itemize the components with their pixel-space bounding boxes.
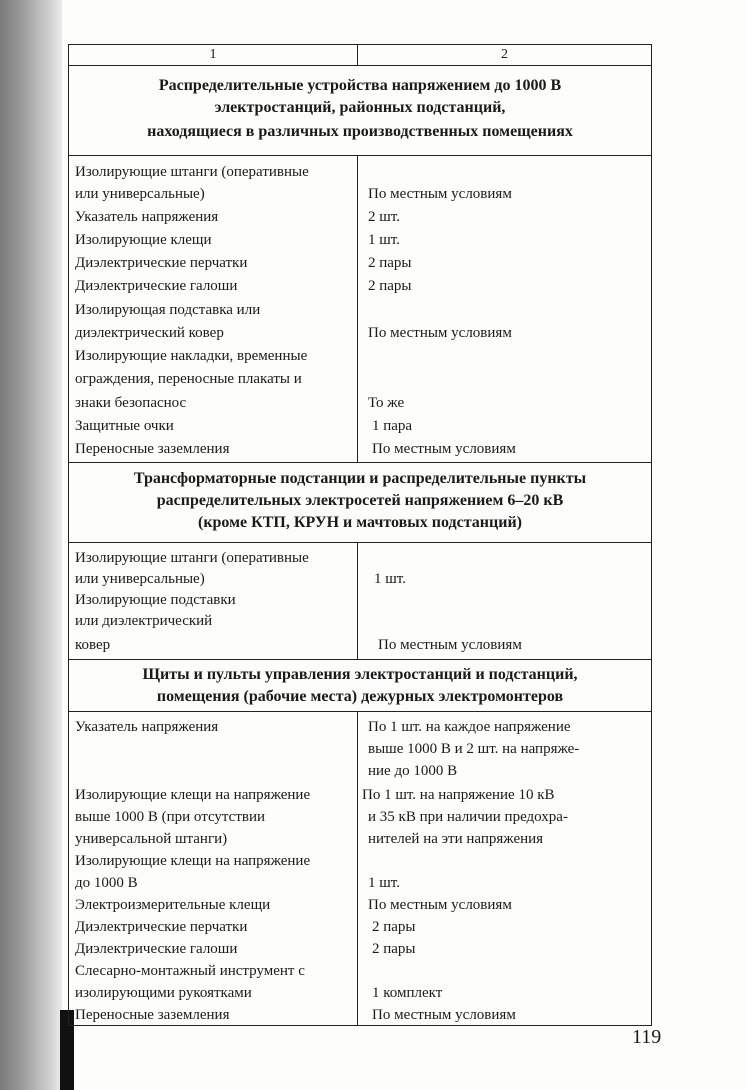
section-title-line: Трансформаторные подстанции и распределительные пункты [133, 470, 587, 487]
section-title-line: Щиты и пульты управления электростанций и подстанций, [142, 666, 578, 683]
equipment-line: или диэлектрический [75, 613, 213, 629]
equipment-line: Указатель напряжения [75, 209, 219, 225]
table-header-row [69, 45, 651, 66]
page-number: 119 [632, 1026, 662, 1048]
equipment-column [69, 156, 358, 462]
section-title-control-panels [69, 660, 651, 712]
quantity-line: 1 комплект [372, 985, 443, 1001]
quantity-line: 2 пары [368, 278, 412, 294]
column-header-1: 1 [69, 45, 358, 65]
quantity-line: То же [368, 395, 405, 411]
column-header-2: 2 [501, 47, 508, 62]
equipment-line: изолирующими рукоятками [75, 985, 252, 1001]
equipment-line: Изолирующие штанги (оперативные [75, 550, 309, 566]
equipment-line: до 1000 В [75, 875, 138, 891]
equipment-line: или универсальные) [75, 571, 205, 587]
quantity-line: 1 шт. [374, 571, 406, 587]
equipment-column [69, 543, 358, 659]
section-body-transformer-substations [69, 543, 651, 660]
quantity-line: 2 пары [372, 919, 416, 935]
equipment-line: выше 1000 В (при отсутствии [75, 809, 266, 825]
quantity-line: 1 пара [372, 418, 413, 434]
equipment-line: Диэлектрические галоши [75, 941, 238, 957]
equipment-column [69, 712, 358, 1025]
equipment-line: Диэлектрические галоши [75, 278, 238, 294]
equipment-line: Электроизмерительные клещи [75, 897, 271, 913]
section-title-line: распределительных электросетей напряжением 6–20 кВ [156, 492, 564, 509]
quantity-line: По местным условиям [378, 637, 522, 653]
quantity-line: По 1 шт. на напряжение 10 кВ [362, 787, 555, 803]
quantity-line: нителей на эти напряжения [368, 831, 544, 847]
equipment-line: Диэлектрические перчатки [75, 255, 248, 271]
equipment-line: универсальной штанги) [75, 831, 228, 847]
section-title-line: помещения (рабочие места) дежурных электромонтеров [156, 688, 564, 705]
section-title-line: Распределительные устройства напряжением до 1000 В [158, 77, 562, 94]
quantity-column [358, 543, 651, 659]
quantity-line: По местным условиям [368, 897, 512, 913]
equipment-line: или универсальные) [75, 186, 205, 202]
quantity-line: По 1 шт. на каждое напряжение [368, 719, 571, 735]
section-body-switchgear [69, 156, 651, 463]
equipment-line: диэлектрический ковер [75, 325, 224, 341]
section-title-line: находящиеся в различных производственных помещениях [147, 123, 573, 140]
quantity-line: 2 пары [372, 941, 416, 957]
equipment-line: Диэлектрические перчатки [75, 919, 248, 935]
equipment-line: знаки безопаснос [75, 395, 187, 411]
equipment-line: Переносные заземления [75, 1007, 230, 1023]
equipment-line: Изолирующие клещи на напряжение [75, 787, 311, 803]
book-spine-shadow [0, 0, 62, 1090]
quantity-line: По местным условиям [372, 441, 516, 457]
equipment-line: Изолирующие подставки [75, 592, 236, 608]
equipment-line: Изолирующая подставка или [75, 302, 261, 318]
section-title-line: (кроме КТП, КРУН и мачтовых подстанций) [197, 514, 522, 531]
equipment-line: Изолирующие штанги (оперативные [75, 164, 309, 180]
equipment-line: Изолирующие накладки, временные [75, 348, 308, 364]
equipment-line: Изолирующие клещи на напряжение [75, 853, 311, 869]
section-title-switchgear [69, 66, 651, 156]
quantity-column [358, 156, 651, 462]
quantity-line: 2 пары [368, 255, 412, 271]
quantity-line: и 35 кВ при наличии предохра- [368, 809, 568, 825]
section-title-transformer-substations [69, 463, 651, 543]
section-body-control-panels [69, 712, 651, 1025]
quantity-line: 1 шт. [368, 875, 400, 891]
quantity-line: По местным условиям [368, 186, 512, 202]
quantity-line: выше 1000 В и 2 шт. на напряже- [368, 741, 580, 757]
equipment-line: Защитные очки [75, 418, 174, 434]
equipment-line: Слесарно-монтажный инструмент с [75, 963, 305, 979]
quantity-line: ние до 1000 В [368, 763, 458, 779]
section-title-line: электростанций, районных подстанций, [214, 99, 506, 116]
quantity-line: 2 шт. [368, 209, 400, 225]
quantity-line: По местным условиям [368, 325, 512, 341]
equipment-line: Указатель напряжения [75, 719, 219, 735]
quantity-line: 1 шт. [368, 232, 400, 248]
quantity-line: По местным условиям [372, 1007, 516, 1023]
quantity-column [358, 712, 651, 1025]
equipment-line: ограждения, переносные плакаты и [75, 371, 302, 387]
equipment-line: Изолирующие клещи [75, 232, 212, 248]
equipment-line: Переносные заземления [75, 441, 230, 457]
equipment-line: ковер [75, 637, 111, 653]
equipment-table [68, 44, 652, 1026]
